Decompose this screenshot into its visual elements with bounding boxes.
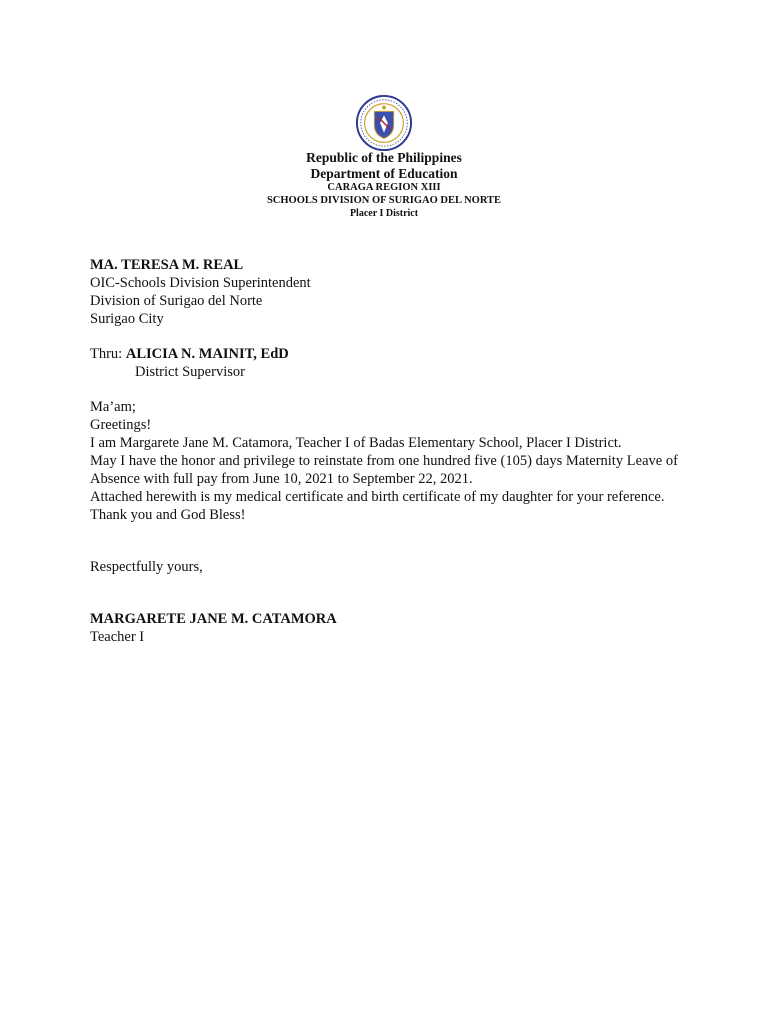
recipient-block xyxy=(90,256,678,328)
letter-body xyxy=(90,256,678,646)
header-republic: Republic of the Philippines xyxy=(306,150,462,165)
recipient-name: MA. TERESA M. REAL xyxy=(90,257,244,273)
thru-line xyxy=(90,345,678,363)
greeting: Greetings! xyxy=(90,417,152,433)
signatory-title: Teacher I xyxy=(90,629,145,645)
recipient-title: OIC-Schools Division Superintendent xyxy=(90,275,311,291)
header-department: Department of Education xyxy=(310,166,458,182)
thru-prefix: Thru: xyxy=(90,346,126,362)
seal-icon xyxy=(355,94,413,152)
recipient-office: Division of Surigao del Norte xyxy=(90,293,263,309)
thru-block xyxy=(90,345,678,381)
deped-seal-logo xyxy=(355,94,413,152)
header-division: SCHOOLS DIVISION OF SURIGAO DEL NORTE xyxy=(266,194,502,206)
closing-thanks: Thank you and God Bless! xyxy=(90,507,246,523)
paragraph-request: May I have the honor and privilege to reinstate from one hundred five (105) days Maternity Leave of Absence with full pay from June 10, 2021 to September 22, 2021. xyxy=(90,453,678,487)
thru-title: District Supervisor xyxy=(135,364,245,380)
header-region: CARAGA REGION XIII xyxy=(327,182,441,194)
letterhead xyxy=(0,150,768,220)
paragraph-attachments: Attached herewith is my medical certificate and birth certificate of my daughter for your reference. xyxy=(90,489,665,505)
header-district: Placer I District xyxy=(349,207,419,219)
paragraph-intro: I am Margarete Jane M. Catamora, Teacher I of Badas Elementary School, Placer I District. xyxy=(90,435,622,451)
closing: Respectfully yours, xyxy=(90,559,203,575)
thru-name: ALICIA N. MAINIT, EdD xyxy=(125,346,289,362)
salutation: Ma’am; xyxy=(90,399,136,415)
signatory-name: MARGARETE JANE M. CATAMORA xyxy=(90,611,337,627)
recipient-city: Surigao City xyxy=(90,311,164,327)
signature-block xyxy=(90,610,678,646)
